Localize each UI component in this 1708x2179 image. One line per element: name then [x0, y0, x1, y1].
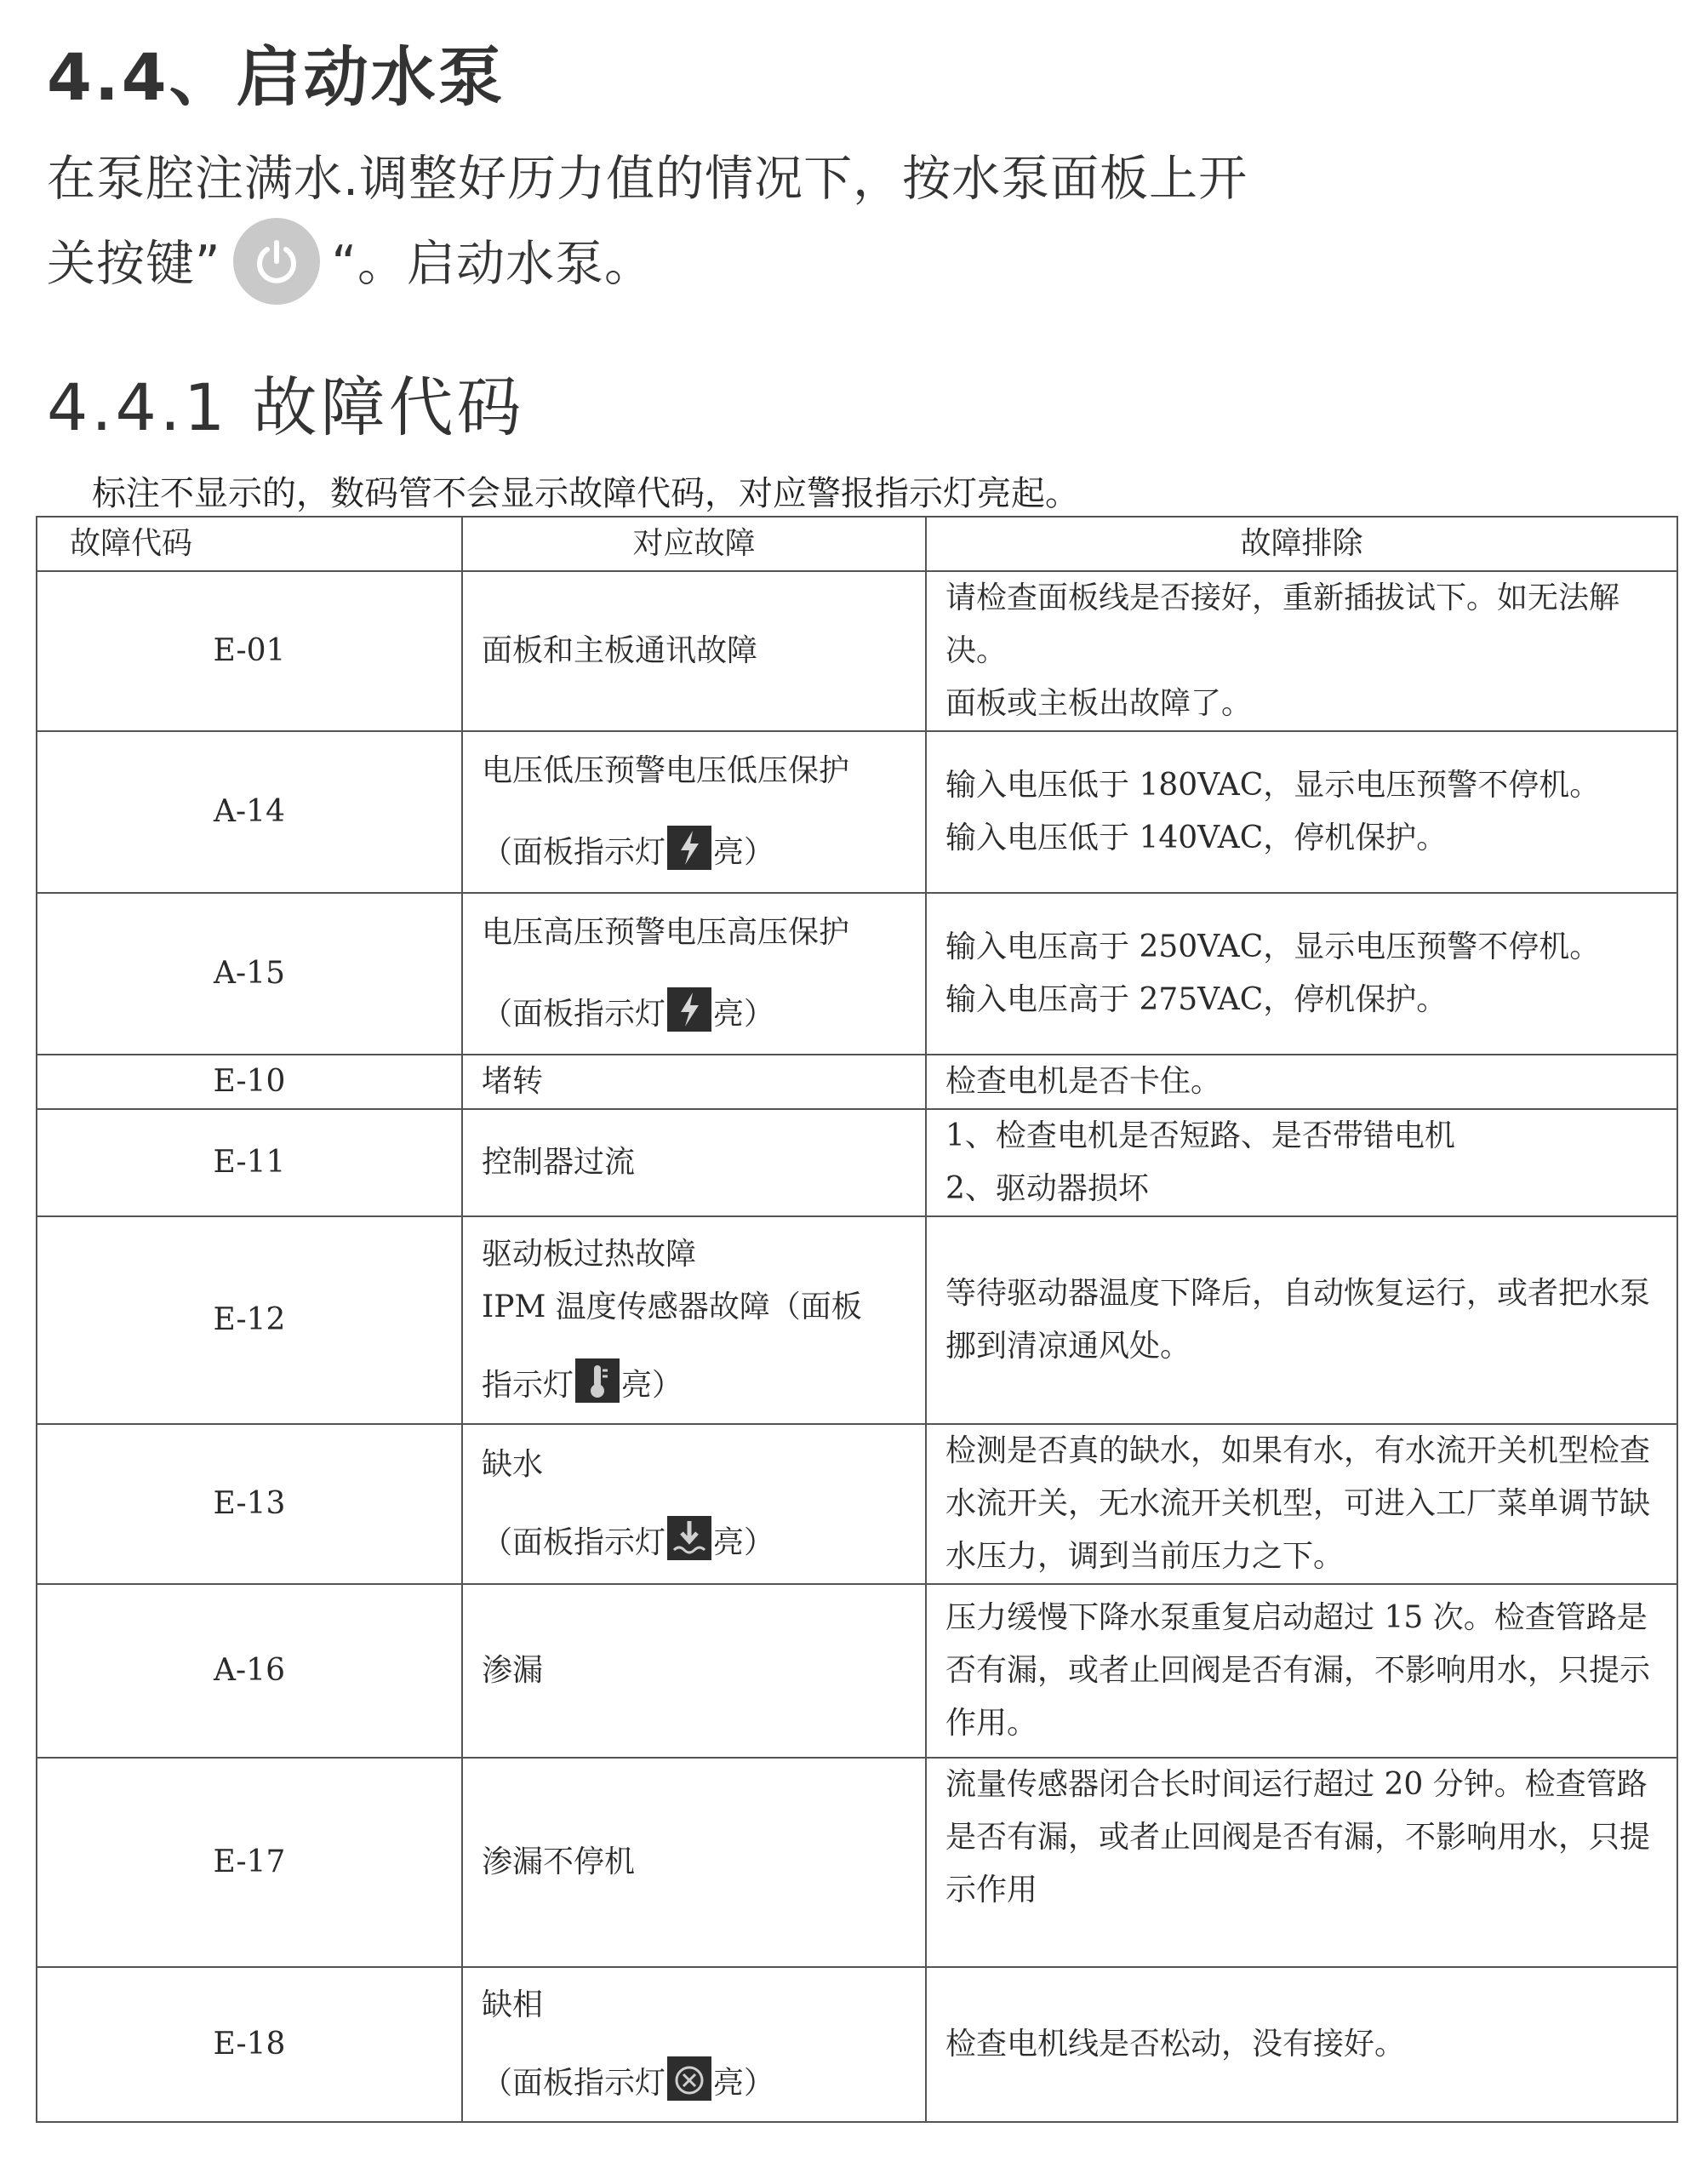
- fault-cell: [462, 1216, 926, 1424]
- fault-code-cell: E-18: [37, 1967, 462, 2122]
- solution-text: 检测是否真的缺水，如果有水，有水流开关机型检查水流开关，无水流开关机型，可进入工厂菜单调节缺水压力，调到当前压力之下。: [945, 1433, 1651, 1574]
- fault-code-cell: E-01: [37, 571, 462, 731]
- intro-paragraph: [47, 136, 1248, 310]
- fault-text: 电压低压预警电压低压保护: [482, 753, 850, 788]
- intro-line-2-before: 关按键”: [47, 236, 221, 292]
- fault-cell: [462, 1758, 926, 1967]
- fault-cell: [462, 1584, 926, 1758]
- fault-code-cell: A-16: [37, 1584, 462, 1758]
- solution-cell: [926, 1109, 1677, 1216]
- table-row: [37, 1055, 1677, 1109]
- fault-code-cell: A-15: [37, 893, 462, 1055]
- indicator-before: 指示灯: [482, 1368, 574, 1403]
- indicator-line: [482, 826, 906, 879]
- indicator-line: [482, 2057, 906, 2110]
- solution-cell: [926, 1216, 1677, 1424]
- fault-code-cell: E-17: [37, 1758, 462, 1967]
- solution-cell: [926, 571, 1677, 731]
- solution-text: 请检查面板线是否接好，重新插拔试下。如无法解决。: [945, 580, 1620, 668]
- header-fault: 对应故障: [462, 517, 926, 571]
- table-row: [37, 1216, 1677, 1424]
- fault-text: 面板和主板通讯故障: [482, 633, 758, 668]
- fault-code-cell: E-10: [37, 1055, 462, 1109]
- indicator-after: 亮）: [713, 1525, 775, 1560]
- solution-cell: [926, 731, 1677, 893]
- fault-text: 缺相: [482, 1987, 544, 2022]
- fault-code-table: [36, 516, 1678, 2123]
- fault-cell: [462, 1424, 926, 1584]
- indicator-after: 亮）: [621, 1368, 683, 1403]
- fault-text: 电压高压预警电压高压保护: [482, 915, 850, 950]
- indicator-before: （面板指示灯: [482, 2066, 666, 2101]
- lightning-icon: [667, 987, 711, 1032]
- indicator-line: [482, 1359, 906, 1412]
- lightning-icon: [667, 826, 711, 870]
- motor-x-icon: [667, 2056, 711, 2101]
- solution-cell: [926, 1055, 1677, 1109]
- fault-cell: [462, 1967, 926, 2122]
- water-shortage-icon: [667, 1516, 711, 1560]
- fault-text: 缺水: [482, 1447, 544, 1482]
- solution-text: 输入电压高于 275VAC，停机保护。: [945, 982, 1448, 1017]
- fault-code-cell: A-14: [37, 731, 462, 893]
- solution-cell: [926, 1584, 1677, 1758]
- header-fault-code: 故障代码: [37, 517, 462, 571]
- solution-cell: [926, 1967, 1677, 2122]
- fault-cell: [462, 571, 926, 731]
- fault-cell: [462, 1055, 926, 1109]
- thermometer-icon: [575, 1358, 620, 1403]
- fault-code-cell: E-13: [37, 1424, 462, 1584]
- intro-line-2: [47, 221, 1248, 310]
- fault-text: 渗漏不停机: [482, 1844, 636, 1879]
- indicator-before: （面板指示灯: [482, 835, 666, 870]
- fault-text: 渗漏: [482, 1653, 544, 1688]
- solution-text: 压力缓慢下降水泵重复启动超过 15 次。检查管路是否有漏，或者止回阀是否有漏，不影响用水，只提示作用。: [945, 1600, 1651, 1741]
- indicator-line: [482, 1517, 906, 1570]
- power-button-icon: [233, 218, 320, 305]
- fault-cell: [462, 731, 926, 893]
- table-row: [37, 1758, 1677, 1967]
- fault-text: 控制器过流: [482, 1145, 636, 1180]
- solution-text: 等待驱动器温度下降后，自动恢复运行，或者把水泵挪到清凉通风处。: [945, 1276, 1651, 1364]
- table-row: [37, 1584, 1677, 1758]
- solution-text: 1、检查电机是否短路、是否带错电机: [945, 1118, 1455, 1153]
- solution-cell: [926, 1424, 1677, 1584]
- indicator-line: [482, 988, 906, 1041]
- intro-line-1: 在泵腔注满水.调整好历力值的情况下，按水泵面板上开: [47, 151, 1248, 207]
- solution-text: 输入电压低于 140VAC，停机保护。: [945, 821, 1448, 855]
- table-row: [37, 1424, 1677, 1584]
- table-note: 标注不显示的，数码管不会显示故障代码，对应警报指示灯亮起。: [92, 474, 1079, 513]
- solution-text: 面板或主板出故障了。: [945, 686, 1253, 721]
- fault-code-cell: E-12: [37, 1216, 462, 1424]
- indicator-after: 亮）: [713, 835, 775, 870]
- table-row: [37, 1967, 1677, 2122]
- subsection-title: 4.4.1 故障代码: [47, 369, 525, 445]
- solution-cell: [926, 1758, 1677, 1967]
- table-row: [37, 731, 1677, 893]
- intro-line-2-after: “。启动水泵。: [331, 236, 654, 292]
- table-header-row: [37, 517, 1677, 571]
- fault-text: IPM 温度传感器故障（面板: [482, 1290, 862, 1324]
- solution-text: 流量传感器闭合长时间运行超过 20 分钟。检查管路是否有漏，或者止回阀是否有漏，不影响用水，只提示作用: [945, 1767, 1651, 1907]
- fault-text: 堵转: [482, 1064, 544, 1099]
- table-row: [37, 893, 1677, 1055]
- solution-text: 输入电压低于 180VAC，显示电压预警不停机。: [945, 768, 1601, 803]
- header-solution: 故障排除: [926, 517, 1677, 571]
- indicator-after: 亮）: [713, 2066, 775, 2101]
- fault-code-cell: E-11: [37, 1109, 462, 1216]
- indicator-before: （面板指示灯: [482, 997, 666, 1032]
- table-row: [37, 1109, 1677, 1216]
- solution-text: 检查电机线是否松动，没有接好。: [945, 2027, 1406, 2062]
- fault-cell: [462, 893, 926, 1055]
- solution-text: 2、驱动器损坏: [945, 1171, 1149, 1206]
- section-title: 4.4、启动水泵: [47, 39, 506, 115]
- fault-cell: [462, 1109, 926, 1216]
- solution-cell: [926, 893, 1677, 1055]
- solution-text: 输入电压高于 250VAC，显示电压预警不停机。: [945, 929, 1601, 964]
- indicator-after: 亮）: [713, 997, 775, 1032]
- indicator-before: （面板指示灯: [482, 1525, 666, 1560]
- fault-text: 驱动板过热故障: [482, 1237, 697, 1272]
- solution-text: 检查电机是否卡住。: [945, 1064, 1222, 1099]
- table-row: [37, 571, 1677, 731]
